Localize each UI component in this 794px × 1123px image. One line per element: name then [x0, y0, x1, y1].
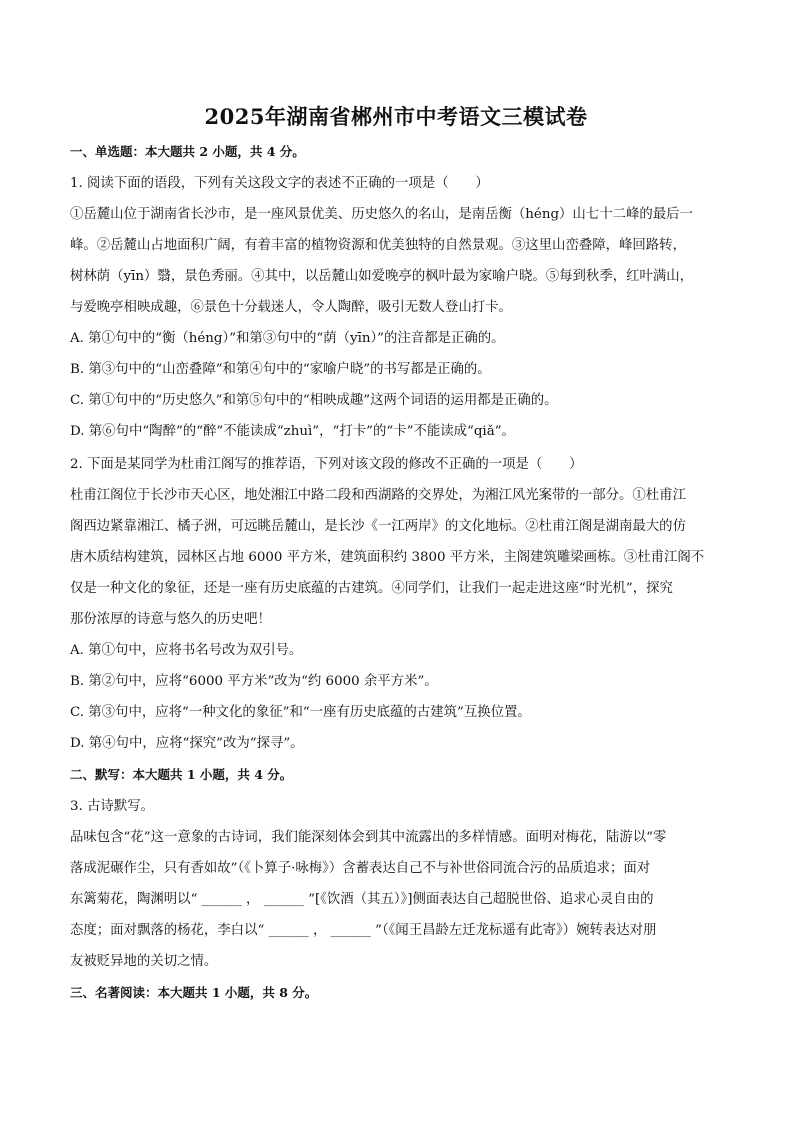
section-1-heading: 一、单选题：本大题共 2 小题，共 4 分。: [70, 144, 305, 159]
question-3-passage-line: 态度；面对飘落的杨花，李白以“ ______ ， ______ ”（《闻王昌龄左迁龙标遥有此寄》）婉转表达对朋: [70, 923, 657, 938]
question-1-passage-line: ①岳麓山位于湖南省长沙市，是一座风景优美、历史悠久的名山，是南岳衡（héng）山七十二峰的最后一: [70, 207, 693, 222]
question-3-passage-line: 东篱菊花，陶渊明以“ ______ ， ______ ”[《饮酒（其五）》]侧面表达自己超脱世俗、追求心灵自由的: [70, 892, 654, 907]
question-2-option-d: D. 第④句中，应将“探究”改为“探寻”。: [70, 736, 304, 751]
exam-page: [70, 100, 722, 1009]
question-3-passage-line: 友被贬异地的关切之情。: [70, 954, 218, 969]
question-2-passage-line: 唐木质结构建筑，园林区占地 6000 平方米，建筑面积约 3800 平方米，主阁建筑雕梁画栋。③杜甫江阁不: [70, 550, 705, 565]
question-2-option-b: B. 第②句中，应将“6000 平方米”改为“约 6000 余平方米”。: [70, 674, 438, 689]
section-3-heading: 三、名著阅读：本大题共 1 小题，共 8 分。: [70, 985, 318, 1000]
question-1-passage-line: 与爱晚亭相映成趣，⑥景色十分载迷人，令人陶醉，吸引无数人登山打卡。: [70, 300, 512, 315]
question-2: [70, 449, 722, 759]
question-3-passage-line: 落成泥碾作尘，只有香如故”（《卜算子·咏梅》）含蓄表达自己不与补世俗同流合污的品质追求；面对: [70, 861, 651, 876]
question-3: [70, 791, 722, 977]
question-2-passage-line: 阁西边紧靠湘江、橘子洲，可远眺岳麓山，是长沙《一江两岸》的文化地标。②杜甫江阁是湖南最大的仿: [70, 519, 686, 534]
question-2-passage-line: 杜甫江阁位于长沙市天心区，地处湘江中路二段和西湖路的交界处，为湘江风光案带的一部分。①杜甫江: [70, 488, 686, 503]
exam-title: 2025年湖南省郴州市中考语文三模试卷: [204, 104, 588, 129]
question-1-option-a: A. 第①句中的“衡（héng）”和第③句中的“荫（yīn）”的注音都是正确的。: [70, 331, 505, 346]
question-2-stem: 2. 下面是某同学为杜甫江阁写的推荐语，下列对该文段的修改不正确的一项是（ ）: [70, 457, 583, 472]
question-1-passage-line: 峰。②岳麓山占地面积广阔，有着丰富的植物资源和优美独特的自然景观。③这里山峦叠障，峰回路转，: [70, 238, 686, 253]
question-3-passage-line: 品味包含“花”这一意象的古诗词，我们能深刻体会到其中流露出的多样情感。面明对梅花，陆游以“零: [70, 830, 667, 845]
question-1-stem: 1. 阅读下面的语段，下列有关这段文字的表述不正确的一项是（ ）: [70, 176, 489, 191]
question-3-stem: 3. 古诗默写。: [70, 799, 154, 814]
question-1-passage-line: 树林荫（yīn）翳，景色秀丽。④其中，以岳麓山如爱晚亭的枫叶最为家喻户晓。⑤每到秋季，红叶满山，: [70, 269, 694, 284]
question-2-option-c: C. 第③句中，应将“一种文化的象征”和“一座有历史底蕴的古建筑”互换位置。: [70, 705, 531, 720]
question-2-option-a: A. 第①句中，应将书名号改为双引号。: [70, 643, 303, 658]
question-1-option-d: D. 第⑥句中“陶醉”的“醉”不能读成“zhuì”，“打卡”的“卡”不能读成“qiǎ”。: [70, 424, 515, 439]
question-1: [70, 168, 722, 447]
question-1-option-c: C. 第①句中的“历史悠久”和第⑤句中的“相映成趣”这两个词语的运用都是正确的。: [70, 393, 558, 408]
question-1-option-b: B. 第③句中的“山峦叠障”和第④句中的“家喻户晓”的书写都是正确的。: [70, 362, 491, 377]
question-2-passage-line: 那份浓厚的诗意与悠久的历史吧！: [70, 612, 271, 627]
section-2-heading: 二、默写：本大题共 1 小题，共 4 分。: [70, 767, 293, 782]
question-2-passage-line: 仅是一种文化的象征，还是一座有历史底蕴的古建筑。④同学们，让我们一起走进这座“时光机”，探究: [70, 581, 673, 596]
